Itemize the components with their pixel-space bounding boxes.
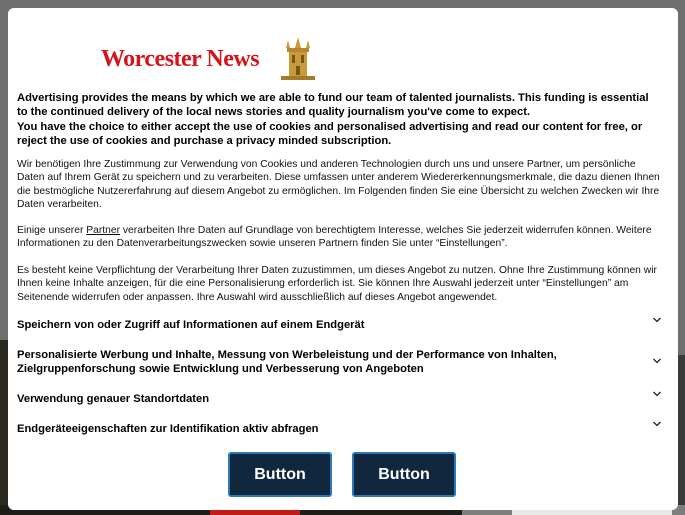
chevron-down-icon[interactable] (652, 356, 662, 366)
paragraph-text: verarbeiten Ihre Daten auf Grundlage von berechtigtem Interesse, welches Sie jederzeit widerrufen können. Weitere Informationen zu den Datenverarbeitungszwecken sowie unseren Partnern finden Sie unter “Einstellungen”. (17, 225, 652, 250)
cathedral-tower-icon (281, 36, 315, 80)
consent-paragraph: Es besteht keine Verpflichtung der Verarbeitung Ihrer Daten zuzustimmen, um dieses Angebot zu nutzen. Ohne Ihre Zustimmung können wir Ihnen keine Inhalte anzeigen, für die eine Personalisierung erforderlich ist. Sie können Ihre Auswahl jederzeit unter “Einstellungen” am Seitenende widerrufen oder anpassen. Ihre Auswahl wird ausschließlich auf dieses Angebot angewendet. (17, 265, 657, 303)
consent-dialog (8, 8, 678, 510)
second-action-button[interactable]: Button (352, 452, 456, 497)
purpose-label: Verwendung genauer Standortdaten (17, 393, 210, 405)
intro-paragraph: Advertising provides the means by which we are able to fund our team of talented journalists. This funding is essential to the continued delivery of the local news stories and quality journalism you've come to expect. (17, 92, 649, 119)
consent-paragraph (17, 224, 665, 251)
purpose-item-storage[interactable] (17, 318, 662, 332)
brand-logo (101, 36, 321, 80)
background-page (677, 355, 685, 505)
chevron-down-icon[interactable] (652, 419, 662, 429)
background-page (0, 340, 8, 510)
purpose-label: Speichern von oder Zugriff auf Informationen auf einem Endgerät (17, 319, 365, 331)
consent-paragraph: Wir benötigen Ihre Zustimmung zur Verwendung von Cookies und anderen Technologien durch uns und unsere Partner, um persönliche Daten auf Ihrem Gerät zu speichern und zu verarbeiten. Diese umfassen unter anderem Wiedererkennungsmerkmale, die dazu dienen Ihnen die bestmögliche Nutzererfahrung auf diesem Angebot zu ermöglichen. Im Folgenden finden Sie eine Übersicht zu welchen Zwecken wir Ihre Daten verarbeiten. (17, 159, 660, 211)
purpose-label: Personalisierte Werbung und Inhalte, Messung von Werbeleistung und der Performance von Inhalten, Zielgruppenforschung sowie Entwicklung und Verbesserung von Angeboten (17, 349, 557, 375)
purpose-item-personalised-ads[interactable] (17, 348, 662, 376)
purpose-item-device-scan[interactable] (17, 422, 662, 436)
first-action-button[interactable]: Button (228, 452, 332, 497)
chevron-down-icon[interactable] (652, 389, 662, 399)
purpose-label: Endgeräteeigenschaften zur Identifikation aktiv abfragen (17, 423, 319, 435)
purpose-item-location[interactable] (17, 392, 662, 406)
intro-text (17, 91, 657, 149)
intro-paragraph: You have the choice to either accept the use of cookies and personalised advertising and read our content for free, or reject the use of cookies and purchase a privacy minded subscription. (17, 120, 643, 148)
brand-logo-text: Worcester News (101, 46, 260, 72)
paragraph-text: Einige unserer (17, 225, 87, 236)
chevron-down-icon[interactable] (652, 315, 662, 325)
partner-link[interactable]: Partner (86, 225, 121, 236)
